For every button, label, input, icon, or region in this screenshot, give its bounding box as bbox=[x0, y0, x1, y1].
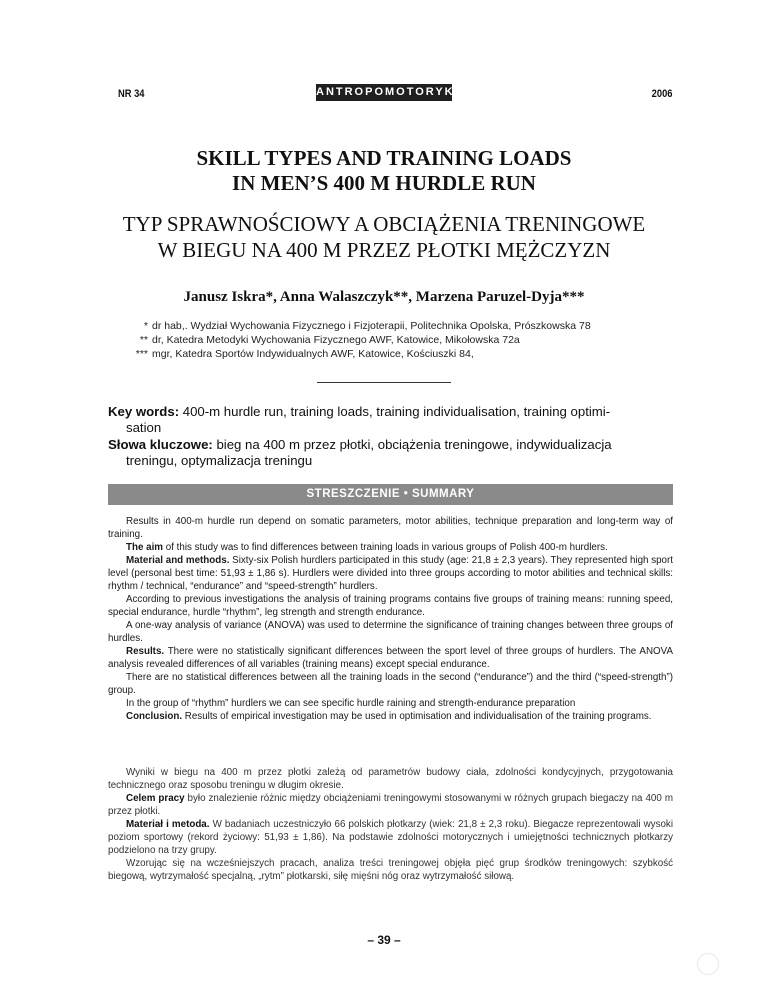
affiliation-text: dr, Katedra Metodyki Wychowania Fizycznego AWF, Katowice, Mikołowska 72a bbox=[152, 334, 520, 346]
summary-aim bbox=[108, 541, 673, 554]
aim-text-pl: było znalezienie różnic między obciążeniami treningowymi stosowanymi w różnych grupach biegaczy na 400 m przez płotki. bbox=[108, 793, 673, 817]
summary-paragraph: According to previous investigations the analysis of training programs contains five groups of training means: running speed, special endurance, hurdle “rhythm”, leg strength and strength endurance. bbox=[108, 594, 673, 618]
material-label-pl: Materiał i metoda. bbox=[126, 819, 210, 830]
title-en-line-1: SKILL TYPES AND TRAINING LOADS bbox=[196, 146, 572, 170]
affiliation-marker: *** bbox=[135, 348, 148, 360]
title-pl-line-1: TYP SPRAWNOŚCIOWY A OBCIĄŻENIA TRENINGOWE bbox=[122, 212, 646, 236]
keywords-pl-label: Słowa kluczowe: bbox=[108, 437, 213, 452]
abstract-pl-material bbox=[108, 818, 673, 857]
affiliation-3 bbox=[118, 348, 474, 361]
material-text-pl: W badaniach uczestniczyło 66 polskich płotkarzy (wiek: 21,8 ± 2,3 roku). Biegacze reprezentowali wysoki poziom sportowy (rekord życiowy: 51,93 ± 1,86). Na podstawie zdolności motorycznych i umiejętności technicznych płotkarzy podzielono na trzy grupy. bbox=[108, 819, 673, 856]
conclusion-label: Conclusion. bbox=[126, 711, 183, 722]
summary-en bbox=[108, 515, 673, 723]
summary-paragraph: A one-way analysis of variance (ANOVA) was used to determine the significance of training changes between three groups of hurdles. bbox=[108, 620, 673, 644]
summary-conclusion bbox=[108, 710, 673, 723]
abstract-pl bbox=[108, 766, 673, 883]
title-pl-line-2: W BIEGU NA 400 M PRZEZ PŁOTKI MĘŻCZYZN bbox=[157, 238, 611, 262]
page-number: – 39 – bbox=[367, 933, 401, 947]
author-list: Janusz Iskra*, Anna Walaszczyk**, Marzena Paruzel-Dyja*** bbox=[183, 289, 585, 305]
keywords-en bbox=[108, 404, 673, 436]
keywords-pl-text-cont: treningu, optymalizacja treningu bbox=[126, 453, 313, 468]
affiliation-text: dr hab,. Wydział Wychowania Fizycznego i Fizjoterapii, Politechnika Opolska, Prószkowska 78 bbox=[152, 320, 591, 332]
affiliation-2 bbox=[118, 334, 520, 347]
results-text: There were no statistically significant differences between the sport level of three groups of hurdlers. The ANOVA analysis revealed differences of all variables (training means) except special endurance. bbox=[108, 646, 673, 670]
aim-text: of this study was to find differences between training loads in various groups of Polish 400-m hurdlers. bbox=[163, 542, 608, 553]
summary-section-bar: STRESZCZENIE • SUMMARY bbox=[108, 484, 673, 505]
summary-paragraph: In the group of “rhythm” hurdlers we can see specific hurdle raining and strength-endurance preparation bbox=[126, 698, 576, 709]
keywords-pl-text: bieg na 400 m przez płotki, obciążenia treningowe, indywidualizacja bbox=[212, 437, 612, 452]
journal-name-badge: ANTROPOMOTORYKA bbox=[316, 84, 452, 101]
abstract-pl-paragraph: Wyniki w biegu na 400 m przez płotki zależą od parametrów budowy ciała, zdolności kondycyjnych, przygotowania technicznego oraz sposobu treningu w długim okresie. bbox=[108, 767, 673, 791]
results-label: Results. bbox=[126, 646, 165, 657]
separator-rule bbox=[317, 382, 451, 383]
keywords-pl bbox=[108, 437, 673, 469]
abstract-pl-paragraph: Wzorując się na wcześniejszych pracach, analiza treści treningowej objęła pięć grup środków treningowych: szybkość biegową, wytrzymałość specjalną, „rytm” płotkarski, siłę mięśni nóg oraz wytrzymałość siłową. bbox=[108, 858, 673, 882]
affiliation-1 bbox=[118, 320, 591, 333]
affiliation-marker: * bbox=[143, 320, 148, 332]
keywords-en-label: Key words: bbox=[108, 404, 180, 419]
summary-paragraph: There are no statistical differences between all the training loads in the second (“endurance”) and the third (“speed-strength”) group. bbox=[108, 672, 673, 696]
title-en-line-2: IN MEN’S 400 M HURDLE RUN bbox=[232, 171, 536, 195]
aim-label-pl: Celem pracy bbox=[126, 793, 185, 804]
conclusion-text: Results of empirical investigation may be used in optimisation and individualisation of the training programs. bbox=[182, 711, 652, 722]
affiliation-text: mgr, Katedra Sportów Indywidualnych AWF, Katowice, Kościuszki 84, bbox=[152, 348, 474, 360]
summary-paragraph: Results in 400-m hurdle run depend on somatic parameters, motor abilities, technique preparation and long-term way of training. bbox=[108, 516, 673, 540]
watermark-icon bbox=[697, 953, 719, 975]
material-text: Sixty-six Polish hurdlers participated in this study (age: 21,8 ± 2,3 years). They represented high sport level (personal best time: 51,93 ± 1,86 s). Hurdlers were divided into three groups according to motor abilities and technical skills: rhythm / technical, “endurance” and “speed-strength” hurdlers. bbox=[108, 555, 673, 592]
affiliation-marker: ** bbox=[139, 334, 148, 346]
abstract-pl-aim bbox=[108, 792, 673, 818]
summary-results bbox=[108, 645, 673, 671]
publication-year: 2006 bbox=[651, 88, 672, 100]
summary-material bbox=[108, 554, 673, 593]
issue-number: NR 34 bbox=[118, 88, 145, 100]
aim-label: The aim bbox=[126, 542, 164, 553]
keywords-en-text-cont: sation bbox=[126, 420, 162, 435]
material-label: Material and methods. bbox=[126, 555, 230, 566]
keywords-en-text: 400-m hurdle run, training loads, training individualisation, training optimi- bbox=[179, 404, 611, 419]
